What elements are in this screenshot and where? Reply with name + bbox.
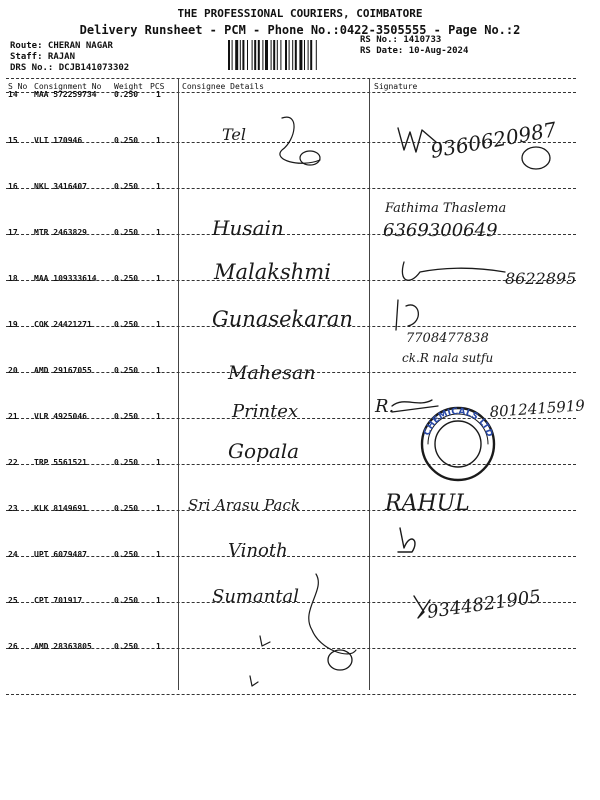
row-sno: 14 <box>8 90 18 99</box>
row-weight: 0.250 <box>114 320 139 329</box>
row-pcs: 1 <box>156 458 161 467</box>
row-consignment-no: KLK 8149691 <box>34 504 87 513</box>
hw-r17-signature-stroke <box>402 262 505 280</box>
hw-r17-consignee: Malakshmi <box>214 260 331 284</box>
row-sno: 22 <box>8 458 18 467</box>
row-pcs: 1 <box>156 596 161 605</box>
row-pcs: 1 <box>156 642 161 651</box>
row-weight: 0.250 <box>114 366 139 375</box>
hw-r16-signature-phone: 6369300649 <box>383 220 498 241</box>
hw-r20-signature-phone: 8012415919 <box>489 396 586 421</box>
row-sno: 25 <box>8 596 18 605</box>
hw-r21-consignee: Gopala <box>228 439 300 463</box>
hw-r24-consignee: Sumantal <box>212 586 300 607</box>
hw-r14-consignee: Tel <box>222 125 247 144</box>
col-header-consignee: Consignee Details <box>182 82 264 91</box>
row-weight: 0.250 <box>114 136 139 145</box>
hw-r18-signature <box>396 300 418 330</box>
svg-text:CHEMICALS LTD <box>422 407 494 439</box>
hw-r26-mark <box>250 676 258 686</box>
row-pcs: 1 <box>156 550 161 559</box>
hw-r20-consignee: Printex <box>232 401 299 422</box>
row-weight: 0.250 <box>114 504 139 513</box>
row-pcs: 1 <box>156 320 161 329</box>
staff-label: Staff: RAJAN <box>10 52 76 62</box>
hw-r23-consignee: Vinoth <box>228 540 288 561</box>
hw-r20-signature-stroke <box>392 400 438 412</box>
row-sno: 24 <box>8 550 18 559</box>
row-sno: 23 <box>8 504 18 513</box>
row-weight: 0.250 <box>114 596 139 605</box>
hw-r22-consignee: Sri Arasu Pack <box>188 496 300 514</box>
row-sno: 16 <box>8 182 18 191</box>
row-weight: 0.250 <box>114 642 139 651</box>
row-consignment-no: MTR 2463829 <box>34 228 87 237</box>
row-pcs: 1 <box>156 182 161 191</box>
drs-number: DRS No.: DCJB141073302 <box>10 63 130 73</box>
row-sno: 18 <box>8 274 18 283</box>
row-weight: 0.250 <box>114 274 139 283</box>
hw-r23-signature <box>398 528 415 552</box>
route-label: Route: CHERAN NAGAR <box>10 41 113 51</box>
row-consignment-no: AMD 29167055 <box>34 366 92 375</box>
row-pcs: 1 <box>156 504 161 513</box>
row-weight: 0.250 <box>114 412 139 421</box>
row-weight: 0.250 <box>114 550 139 559</box>
company-title: THE PROFESSIONAL COURIERS, COIMBATORE <box>177 7 423 20</box>
company-stamp <box>422 407 494 480</box>
col-header-signature: Signature <box>374 82 418 91</box>
row-weight: 0.250 <box>114 182 139 191</box>
row-weight: 0.250 <box>114 90 139 99</box>
row-consignment-no: UPT 6079487 <box>34 550 87 559</box>
row-consignment-no: MAA 572259734 <box>34 90 97 99</box>
row-consignment-no: VLI 170946 <box>34 136 83 145</box>
hw-r16-signature-name: Fathima Thaslema <box>385 201 507 216</box>
row-sno: 21 <box>8 412 18 421</box>
row-sno: 26 <box>8 642 18 651</box>
hw-r16-consignee: Husain <box>212 216 284 240</box>
hw-r22-signature: RAHUL <box>385 491 470 516</box>
hw-r20-signature: R. <box>375 396 395 417</box>
hw-r14-sig-loop <box>522 147 550 169</box>
hw-r14-signature: 9360620987 <box>428 117 559 163</box>
hw-r18-consignee: Gunasekaran <box>212 307 353 331</box>
row-pcs: 1 <box>156 90 161 99</box>
row-pcs: 1 <box>156 412 161 421</box>
row-consignment-no: CPT 701917 <box>34 596 83 605</box>
hw-r19-signature-phone: 7708477838 <box>406 331 489 346</box>
row-consignment-no: AMD 28363805 <box>34 642 92 651</box>
row-sno: 19 <box>8 320 18 329</box>
row-weight: 0.250 <box>114 228 139 237</box>
stamp-text: CHEMICALS LTD <box>422 406 495 439</box>
hw-r25-signature: 9344821905 <box>425 586 543 623</box>
runsheet-title: Delivery Runsheet - PCM - Phone No.:0422-3505555 - Page No.:2 <box>79 23 521 37</box>
col-header-sno: S No <box>8 82 28 91</box>
row-consignment-no: MAA 109333614 <box>34 274 97 283</box>
row-pcs: 1 <box>156 228 161 237</box>
row-consignment-no: VLR 4925046 <box>34 412 87 421</box>
hw-r24-scribble <box>309 574 356 654</box>
row-sno: 15 <box>8 136 18 145</box>
row-pcs: 1 <box>156 366 161 375</box>
col-header-consignment: Consignment No <box>34 82 102 91</box>
row-consignment-no: NKL 3416407 <box>34 182 87 191</box>
row-pcs: 1 <box>156 274 161 283</box>
rs-number: RS No.: 1410733 <box>360 35 442 45</box>
col-header-weight: Weight <box>114 82 143 91</box>
col-header-pcs: PCS <box>150 82 165 91</box>
hw-r19-consignee: Mahesan <box>228 362 316 384</box>
hw-r25-mark <box>260 636 270 646</box>
row-sno: 17 <box>8 228 18 237</box>
rs-date: RS Date: 10-Aug-2024 <box>360 46 469 56</box>
row-consignment-no: TRP 5561521 <box>34 458 87 467</box>
row-sno: 20 <box>8 366 18 375</box>
hw-r17-signature: 8622895 <box>505 269 577 288</box>
row-weight: 0.250 <box>114 458 139 467</box>
row-consignment-no: COK 24421271 <box>34 320 92 329</box>
row-pcs: 1 <box>156 136 161 145</box>
hw-r19-signature-name: ck.R nala sutfu <box>402 351 494 365</box>
